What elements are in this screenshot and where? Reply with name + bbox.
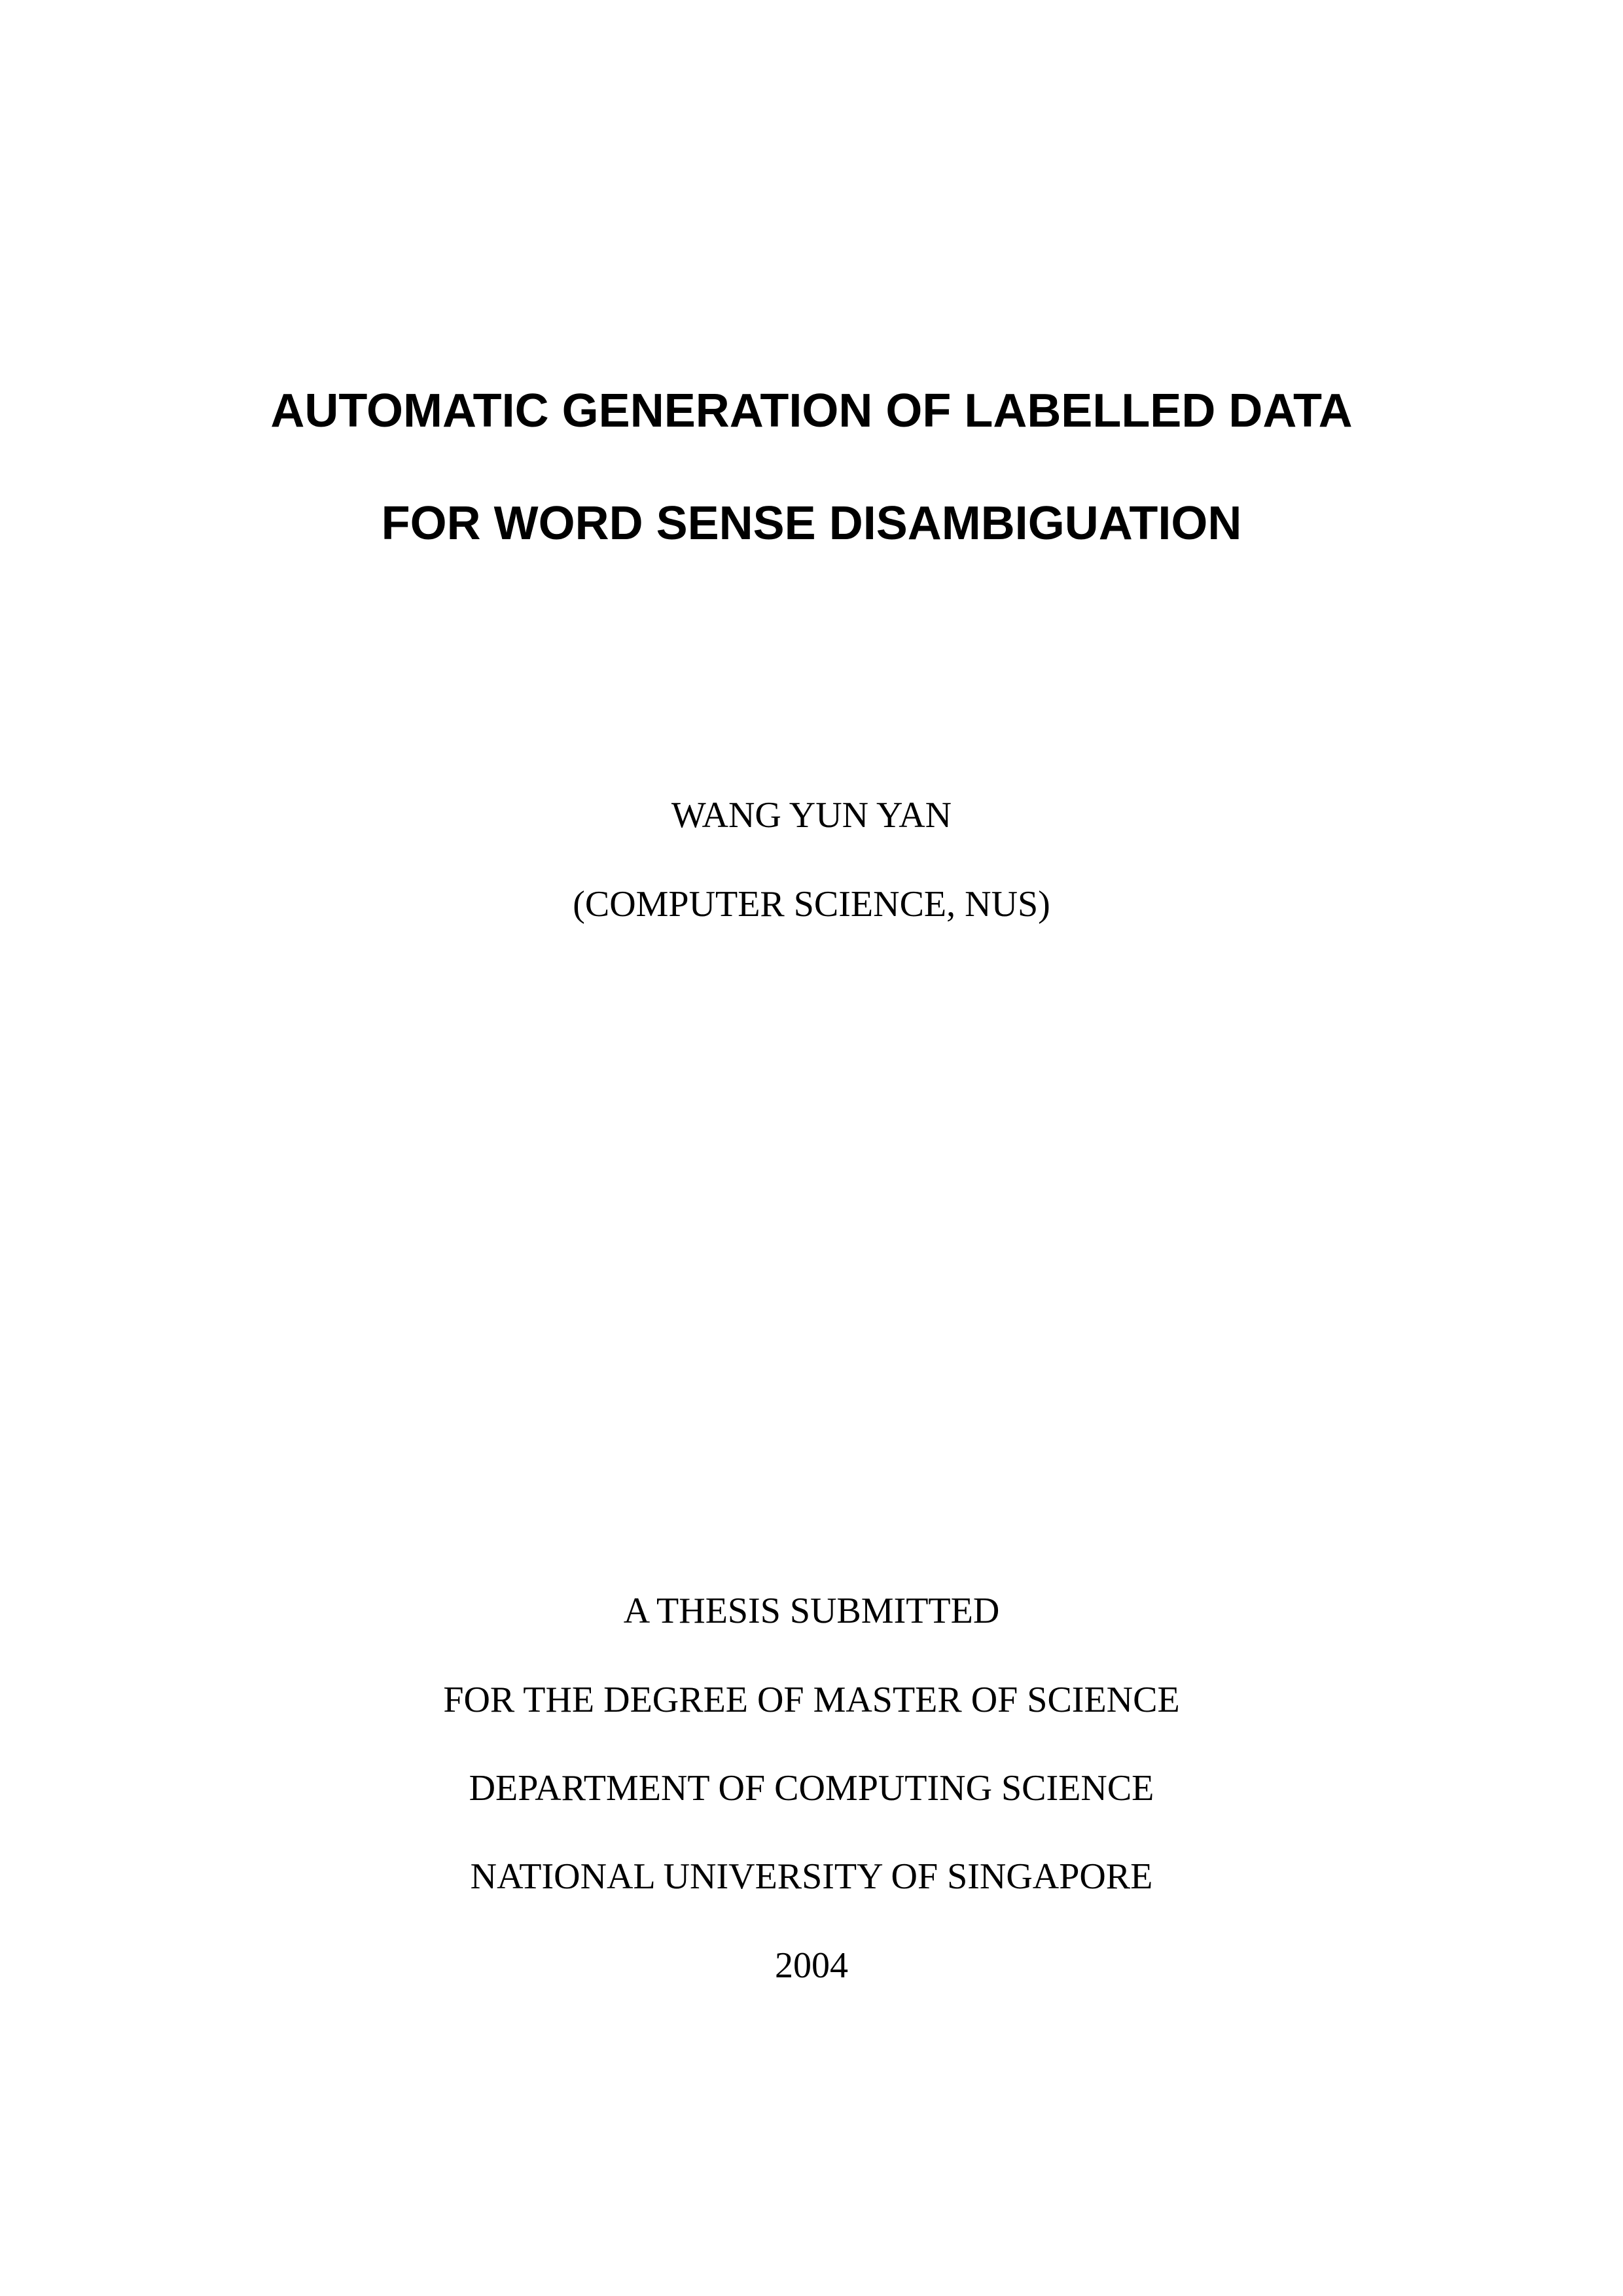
department-name: DEPARTMENT OF COMPUTING SCIENCE (469, 1768, 1154, 1809)
thesis-title-line-1: AUTOMATIC GENERATION OF LABELLED DATA (270, 385, 1353, 437)
author-affiliation: (COMPUTER SCIENCE, NUS) (573, 884, 1050, 925)
degree-statement: FOR THE DEGREE OF MASTER OF SCIENCE (443, 1680, 1180, 1720)
author-name: WANG YUN YAN (671, 795, 952, 836)
submission-year: 2004 (775, 1945, 848, 1986)
submission-statement: A THESIS SUBMITTED (623, 1591, 1000, 1631)
thesis-title-line-2: FOR WORD SENSE DISAMBIGUATION (381, 497, 1242, 550)
university-name: NATIONAL UNIVERSITY OF SINGAPORE (470, 1856, 1153, 1897)
